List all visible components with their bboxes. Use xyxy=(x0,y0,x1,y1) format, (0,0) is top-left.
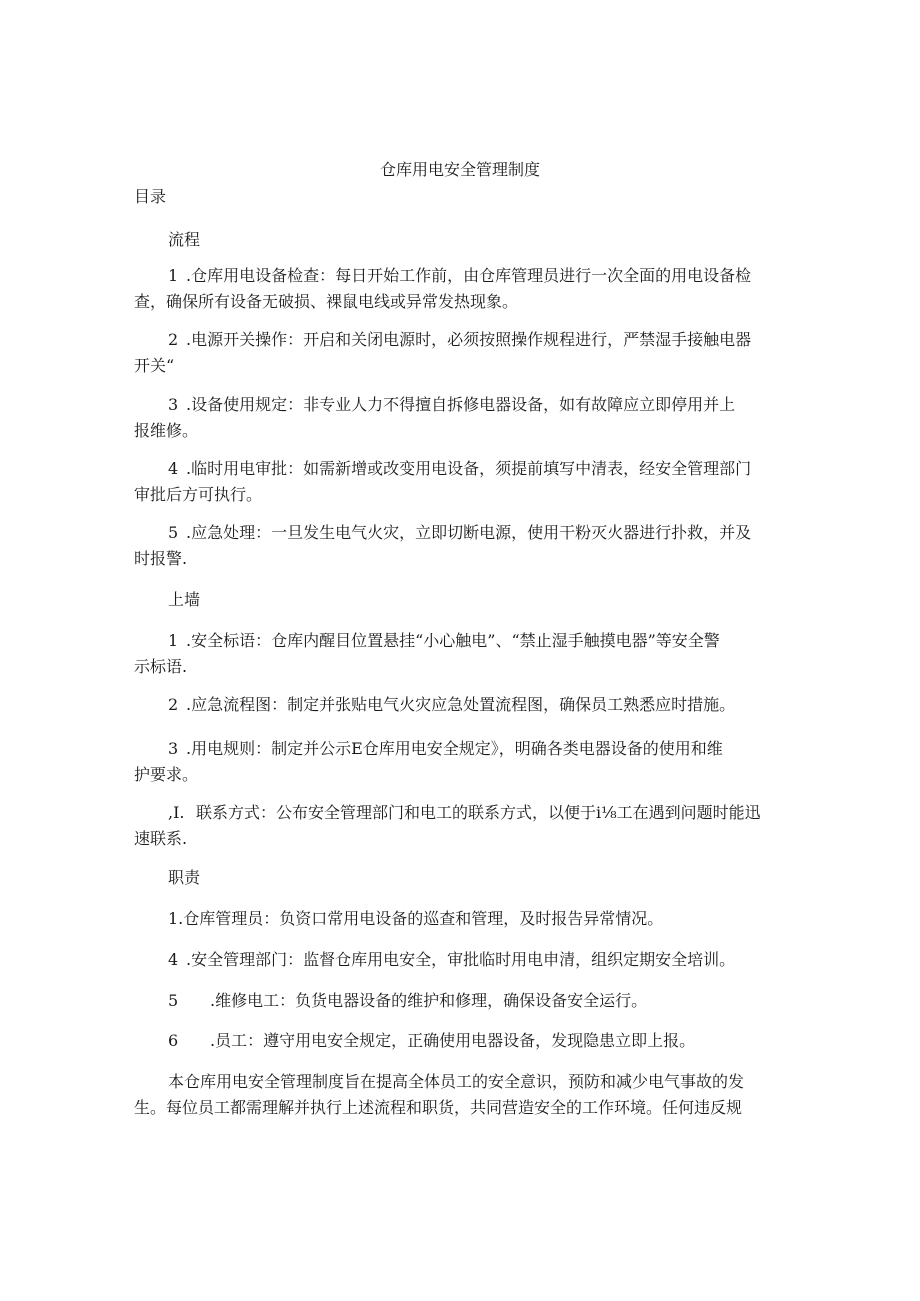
list-item-number: 4 xyxy=(168,459,179,478)
closing-paragraph-line: 生。每位员工都需理解并执行上述流程和职货，共同营造安全的工作环境。任何违反规 xyxy=(134,1098,743,1117)
list-item-text: .应急流程图：制定并张贴电气火灾应急处置流程图，确保员工熟悉应时措施。 xyxy=(186,695,736,714)
list-item-number: 2 xyxy=(168,695,179,714)
list-item-text-cont: 护要求。 xyxy=(134,765,199,784)
list-item-text: .安全管理部门：监督仓库用电安全，审批临时用电申清，组织定期安全培训。 xyxy=(186,950,736,969)
list-item-number: ,I. xyxy=(168,803,185,822)
closing-paragraph-line: 本仓库用电安全管理制度旨在提高全体员工的安全意识，预防和减少电气事故的发 xyxy=(168,1072,745,1091)
list-item-number: 6 xyxy=(168,1031,179,1050)
list-item-text: .安全标语：仓库内醒目位置悬挂“小心触电”、“禁止湿手触摸电器”等安全警 xyxy=(186,631,720,650)
list-item-text: .维修电工：负货电器设备的维护和修理，确保设备安全运行。 xyxy=(210,991,648,1010)
section-heading-process: 流程 xyxy=(168,230,201,249)
list-item-number: 5 xyxy=(168,991,179,1010)
list-item-number: 1 xyxy=(168,266,179,285)
list-item-number: 5 xyxy=(168,523,179,542)
list-item-text: .电源开关操作：开启和关闭电源时，必须按照操作规程进行，严禁湿手接触电器 xyxy=(186,330,752,349)
list-item-text-cont: 审批后方可执行。 xyxy=(134,485,263,504)
list-item-number: 3 xyxy=(168,739,179,758)
list-item-text-cont: 开关“ xyxy=(134,356,175,375)
list-item-text: .应急处理：一旦发生电气火灾，立即切断电源，使用干粉灭火器进行扑救，并及 xyxy=(186,523,752,542)
toc-label: 目录 xyxy=(134,187,167,206)
section-heading-wall: 上墙 xyxy=(168,590,201,609)
list-item-number: 1 xyxy=(168,631,179,650)
list-item-number: 3 xyxy=(168,395,179,414)
list-item-text-cont: 时报警. xyxy=(134,549,188,568)
list-item-text: .仓库用电设备检查：每日开始工作前，由仓库管理员进行一次全面的用电设备检 xyxy=(186,266,752,285)
list-item-text: .设备使用规定：非专业人力不得擅自拆修电器设备，如有故障应立即停用并上 xyxy=(186,395,736,414)
list-item-number: 4 xyxy=(168,950,179,969)
list-item-text-cont: 查，确保所有设备无破损、裸鼠电线或异常发热现象。 xyxy=(134,292,519,311)
section-heading-duty: 职责 xyxy=(168,868,201,887)
list-item-text: .临时用电审批：如需新增或改变用电设备，须提前填写中清表，经安全管理部门 xyxy=(186,459,752,478)
list-item-text-cont: 速联系. xyxy=(134,829,188,848)
list-item-number: 2 xyxy=(168,330,179,349)
list-item-text: .用电规则：制定并公示E仓库用电安全规定》，明确各类电器设备的使用和维 xyxy=(186,739,723,758)
list-item-text: .员工：遵守用电安全规定，正确使用电器设备，发现隐患立即上报。 xyxy=(210,1031,696,1050)
list-item-text: 联系方式：公布安全管理部门和电工的联系方式，以便于i⅛工在遇到问题时能迅 xyxy=(196,803,761,822)
list-item-text: 1.仓库管理员：负资口常用电设备的巡查和管理，及时报告异常情况。 xyxy=(168,909,664,928)
list-item-text-cont: 示标语. xyxy=(134,657,188,676)
list-item-text-cont: 报维修。 xyxy=(134,421,199,440)
document-title: 仓库用电安全管理制度 xyxy=(379,160,540,179)
